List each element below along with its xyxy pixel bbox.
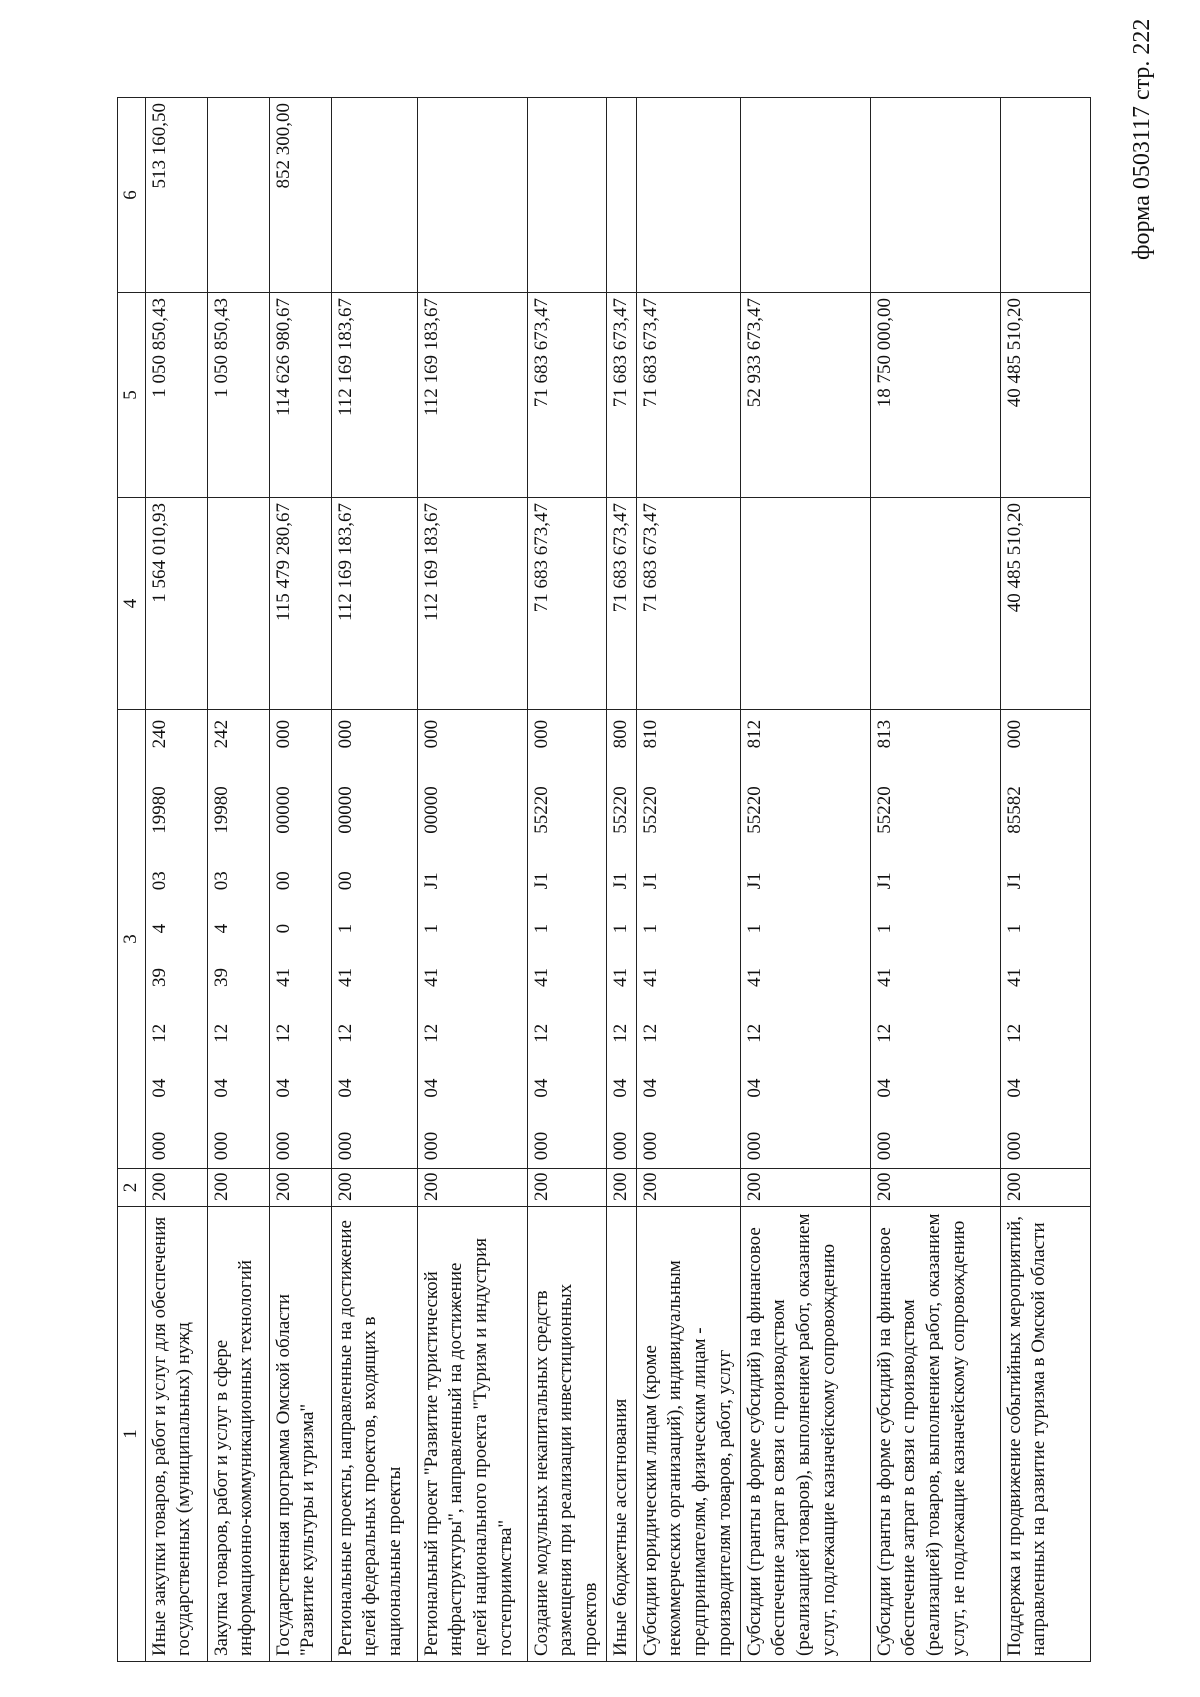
row-value-col4: 71 683 673,47 [636, 498, 740, 710]
row-value-col6 [1000, 98, 1090, 293]
table-row [331, 98, 417, 1662]
row-classification-code [269, 710, 331, 1169]
code-segment: 12 [530, 1023, 552, 1043]
row-value-col6 [207, 98, 269, 293]
code-segment: J1 [609, 872, 631, 890]
code-segments [530, 715, 555, 1163]
row-value-col4 [870, 498, 1000, 710]
rotated-table-frame [117, 98, 1123, 1662]
row-value-col6 [636, 98, 740, 293]
row-classification-code [740, 710, 870, 1169]
row-line-code: 200 [331, 1169, 417, 1207]
row-line-code: 200 [1000, 1169, 1090, 1207]
code-segment: 810 [639, 719, 661, 749]
code-segments [148, 715, 173, 1163]
table-row [207, 98, 269, 1662]
row-value-col5: 40 485 510,20 [1000, 293, 1090, 498]
column-number: 2 [118, 1169, 146, 1207]
code-segment: 03 [210, 871, 232, 891]
row-line-code: 200 [870, 1169, 1000, 1207]
code-segment: 1 [530, 923, 552, 934]
code-segment: 00000 [334, 786, 356, 834]
code-segment: 41 [639, 967, 661, 987]
row-value-col5: 1 050 850,43 [145, 293, 207, 498]
code-segment: 19980 [148, 786, 170, 834]
code-segment: 85582 [1003, 786, 1025, 834]
code-segment: 000 [272, 719, 294, 749]
row-line-code: 200 [207, 1169, 269, 1207]
code-segment: 41 [743, 967, 765, 987]
column-number: 6 [118, 98, 146, 293]
row-value-col6: 852 300,00 [269, 98, 331, 293]
row-value-col4: 1 564 010,93 [145, 498, 207, 710]
table-row [417, 98, 527, 1662]
table-row [145, 98, 207, 1662]
column-number: 3 [118, 710, 146, 1169]
row-value-col6 [870, 98, 1000, 293]
code-segment: 4 [210, 923, 232, 934]
row-value-col6 [527, 98, 606, 293]
code-segment: J1 [420, 872, 442, 890]
code-segment: 812 [743, 719, 765, 749]
code-segment: 12 [148, 1023, 170, 1043]
code-segment: 1 [1003, 923, 1025, 934]
code-segment: 04 [873, 1078, 895, 1098]
budget-table [117, 97, 1091, 1662]
row-value-col5: 71 683 673,47 [527, 293, 606, 498]
code-segment: 12 [210, 1023, 232, 1043]
row-value-col5: 1 050 850,43 [207, 293, 269, 498]
code-segment: 04 [334, 1078, 356, 1098]
row-classification-code [1000, 710, 1090, 1169]
code-segments [272, 715, 297, 1163]
code-segment: 4 [148, 923, 170, 934]
code-segment: 1 [420, 923, 442, 934]
budget-table-body [118, 98, 1091, 1662]
row-value-col6 [740, 98, 870, 293]
row-classification-code [870, 710, 1000, 1169]
code-segment: 242 [210, 719, 232, 749]
code-segment: 04 [420, 1078, 442, 1098]
column-number-row [118, 98, 146, 1662]
row-name: Поддержка и продвижение событийных мероприятий, направленных на развитие туризма в Омской области [1000, 1207, 1090, 1662]
code-segment: 41 [420, 967, 442, 987]
code-segment: 55220 [639, 786, 661, 834]
row-classification-code [331, 710, 417, 1169]
column-number: 5 [118, 293, 146, 498]
row-value-col4 [207, 498, 269, 710]
code-segment: 04 [1003, 1078, 1025, 1098]
code-segments [210, 715, 235, 1163]
row-name: Региональный проект "Развитие туристической инфраструктуры", направленный на достижение целей национального проекта "Туризм и индустрия гостеприимства" [417, 1207, 527, 1662]
code-segment: 00 [272, 871, 294, 891]
code-segment: 41 [530, 967, 552, 987]
code-segment: J1 [1003, 872, 1025, 890]
code-segment: 00000 [420, 786, 442, 834]
row-value-col5: 112 169 183,67 [417, 293, 527, 498]
code-segments [1003, 715, 1028, 1163]
row-value-col4: 112 169 183,67 [417, 498, 527, 710]
row-name: Иные закупки товаров, работ и услуг для обеспечения государственных (муниципальных) нужд [145, 1207, 207, 1662]
row-name: Закупка товаров, работ и услуг в сфере информационно-коммуникационных технологий [207, 1207, 269, 1662]
code-segments [743, 715, 768, 1163]
row-name: Региональные проекты, направленные на достижение целей федеральных проектов, входящих в национальные проекты [331, 1207, 417, 1662]
row-classification-code [636, 710, 740, 1169]
code-segment: 04 [743, 1078, 765, 1098]
row-value-col6 [331, 98, 417, 293]
row-name: Государственная программа Омской области "Развитие культуры и туризма" [269, 1207, 331, 1662]
code-segment: 04 [210, 1078, 232, 1098]
code-segment: 1 [334, 923, 356, 934]
code-segment: 0 [272, 923, 294, 934]
row-value-col4: 71 683 673,47 [606, 498, 636, 710]
code-segment: 04 [272, 1078, 294, 1098]
row-line-code: 200 [269, 1169, 331, 1207]
code-segment: 39 [148, 967, 170, 987]
row-classification-code [207, 710, 269, 1169]
code-segment: 000 [609, 1131, 631, 1161]
code-segment: 240 [148, 719, 170, 749]
code-segment: 04 [530, 1078, 552, 1098]
code-segment: 41 [334, 967, 356, 987]
row-name: Субсидии юридическим лицам (кроме некоммерческих организаций), индивидуальным предпринимателям, физическим лицам - производителям товаров, работ, услуг [636, 1207, 740, 1662]
code-segments [873, 715, 898, 1163]
code-segment: 12 [639, 1023, 661, 1043]
code-segment: 41 [609, 967, 631, 987]
code-segment: 1 [743, 923, 765, 934]
code-segment: 12 [1003, 1023, 1025, 1043]
row-value-col4: 40 485 510,20 [1000, 498, 1090, 710]
code-segment: 55220 [743, 786, 765, 834]
code-segment: 000 [420, 1131, 442, 1161]
code-segment: 55220 [873, 786, 895, 834]
code-segment: 000 [873, 1131, 895, 1161]
table-row [1000, 98, 1090, 1662]
rotated-page-content [117, 98, 1123, 1662]
code-segment: 55220 [609, 786, 631, 834]
table-row [527, 98, 606, 1662]
column-number: 4 [118, 498, 146, 710]
row-value-col5: 71 683 673,47 [606, 293, 636, 498]
table-row [636, 98, 740, 1662]
code-segment: J1 [873, 872, 895, 890]
code-segment: 04 [148, 1078, 170, 1098]
row-name: Иные бюджетные ассигнования [606, 1207, 636, 1662]
code-segment: 12 [743, 1023, 765, 1043]
row-line-code: 200 [527, 1169, 606, 1207]
row-value-col5: 114 626 980,67 [269, 293, 331, 498]
code-segment: 39 [210, 967, 232, 987]
code-segment: 1 [609, 923, 631, 934]
row-line-code: 200 [740, 1169, 870, 1207]
code-segment: 000 [148, 1131, 170, 1161]
table-row [269, 98, 331, 1662]
code-segments [420, 715, 445, 1163]
row-line-code: 200 [417, 1169, 527, 1207]
code-segment: J1 [743, 872, 765, 890]
row-classification-code [145, 710, 207, 1169]
code-segment: 41 [272, 967, 294, 987]
form-page-label: форма 0503117 стр. 222 [1129, 18, 1155, 260]
row-value-col5: 52 933 673,47 [740, 293, 870, 498]
row-classification-code [417, 710, 527, 1169]
table-row [870, 98, 1000, 1662]
code-segment: 00000 [272, 786, 294, 834]
code-segment: 000 [334, 719, 356, 749]
code-segment: 800 [609, 719, 631, 749]
table-row [740, 98, 870, 1662]
row-value-col5: 18 750 000,00 [870, 293, 1000, 498]
code-segment: 000 [1003, 1131, 1025, 1161]
code-segment: 04 [639, 1078, 661, 1098]
row-value-col6 [606, 98, 636, 293]
row-name: Создание модульных некапитальных средств размещения при реализации инвестиционных проектов [527, 1207, 606, 1662]
row-value-col6: 513 160,50 [145, 98, 207, 293]
code-segment: 12 [334, 1023, 356, 1043]
code-segment: 04 [609, 1078, 631, 1098]
code-segment: 1 [639, 923, 661, 934]
row-classification-code [527, 710, 606, 1169]
code-segment: J1 [639, 872, 661, 890]
code-segment: 000 [639, 1131, 661, 1161]
row-value-col5: 71 683 673,47 [636, 293, 740, 498]
row-line-code: 200 [606, 1169, 636, 1207]
code-segment: 00 [334, 871, 356, 891]
code-segment: 1 [873, 923, 895, 934]
code-segment: 12 [420, 1023, 442, 1043]
column-number: 1 [118, 1207, 146, 1662]
row-classification-code [606, 710, 636, 1169]
code-segment: 000 [743, 1131, 765, 1161]
row-name: Субсидии (гранты в форме субсидий) на финансовое обеспечение затрат в связи с производством (реализацией) товаров, выполнением работ, оказанием услуг, не подлежащие казначейскому сопровождению [870, 1207, 1000, 1662]
code-segment: 000 [272, 1131, 294, 1161]
code-segment: 813 [873, 719, 895, 749]
row-line-code: 200 [636, 1169, 740, 1207]
code-segment: 41 [873, 967, 895, 987]
code-segment: 000 [420, 719, 442, 749]
row-value-col4: 71 683 673,47 [527, 498, 606, 710]
row-value-col5: 112 169 183,67 [331, 293, 417, 498]
code-segment: 000 [530, 1131, 552, 1161]
code-segment: 03 [148, 871, 170, 891]
row-value-col4: 112 169 183,67 [331, 498, 417, 710]
row-value-col4: 115 479 280,67 [269, 498, 331, 710]
code-segment: 12 [873, 1023, 895, 1043]
table-row [606, 98, 636, 1662]
row-line-code: 200 [145, 1169, 207, 1207]
code-segment: 12 [609, 1023, 631, 1043]
code-segments [639, 715, 664, 1163]
row-value-col4 [740, 498, 870, 710]
code-segment: 41 [1003, 967, 1025, 987]
code-segment: 12 [272, 1023, 294, 1043]
code-segment: 000 [334, 1131, 356, 1161]
code-segments [334, 715, 359, 1163]
code-segment: J1 [530, 872, 552, 890]
code-segment: 000 [530, 719, 552, 749]
code-segment: 19980 [210, 786, 232, 834]
code-segment: 000 [210, 1131, 232, 1161]
row-value-col6 [417, 98, 527, 293]
code-segment: 000 [1003, 719, 1025, 749]
code-segment: 55220 [530, 786, 552, 834]
code-segments [609, 715, 634, 1163]
row-name: Субсидии (гранты в форме субсидий) на финансовое обеспечение затрат в связи с производством (реализацией товаров), выполнением работ, оказанием услуг, подлежащие казначейскому сопровождению [740, 1207, 870, 1662]
